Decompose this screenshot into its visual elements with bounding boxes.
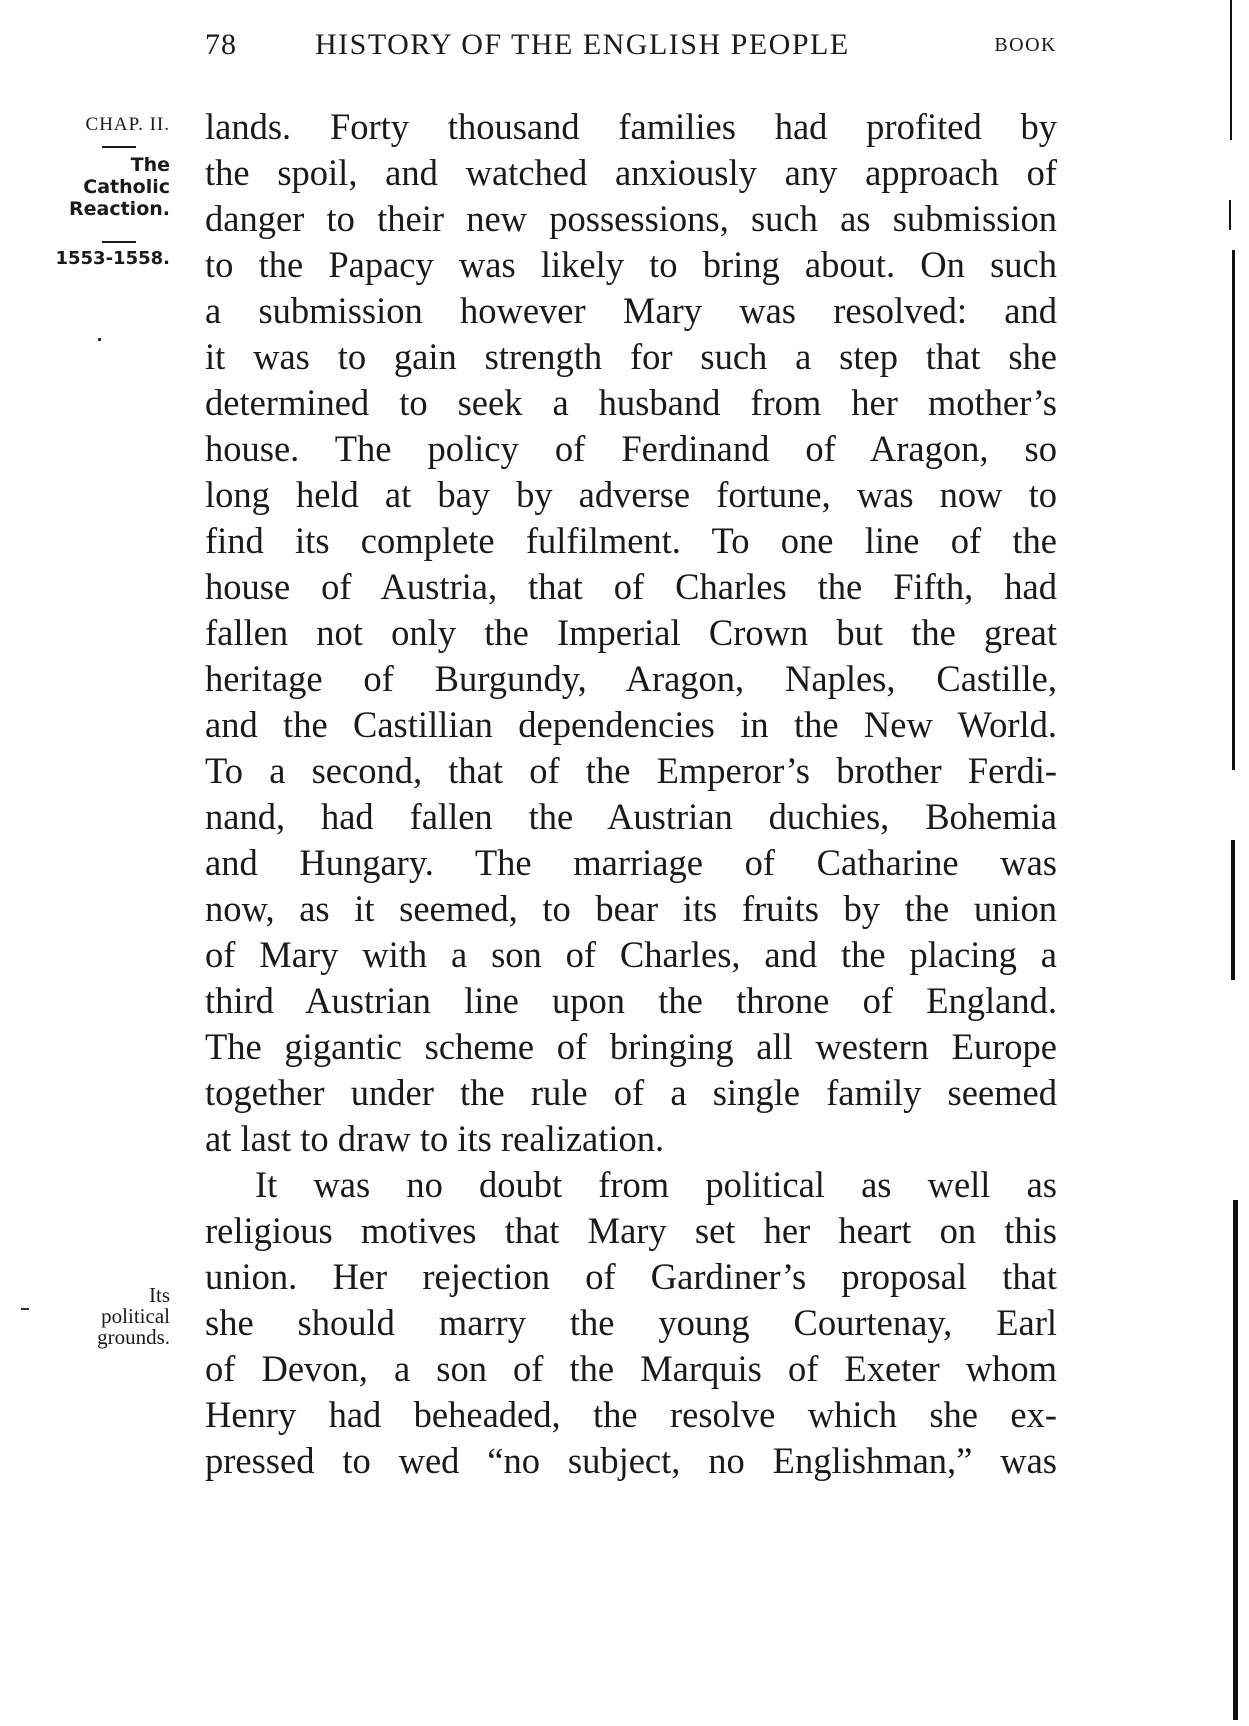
text-line: to the Papacy was likely to bring about. On such bbox=[205, 244, 1057, 285]
text-line: find its complete fulfilment. To one line of the bbox=[205, 520, 1057, 561]
page-number: 78 bbox=[205, 28, 237, 61]
date-range-note: 1553-1558. bbox=[55, 248, 170, 269]
text-line: lands. Forty thousand families had profited by bbox=[205, 106, 1057, 147]
running-title: HISTORY OF THE ENGLISH PEOPLE bbox=[315, 28, 850, 61]
text-line: union. Her rejection of Gardiner’s proposal that bbox=[205, 1256, 1057, 1297]
binding-edge-shadow bbox=[1229, 200, 1231, 230]
margin-notes bbox=[40, 100, 180, 1700]
paragraph-2 bbox=[205, 1162, 1057, 1484]
text-line: Henry had beheaded, the resolve which she ex- bbox=[205, 1394, 1057, 1435]
side-note-line: Its bbox=[149, 1283, 170, 1307]
text-line: she should marry the young Courtenay, Earl bbox=[205, 1302, 1057, 1343]
text-line: danger to their new possessions, such as submission bbox=[205, 198, 1057, 239]
text-line: third Austrian line upon the throne of England. bbox=[205, 980, 1057, 1021]
text-line: pressed to wed “no subject, no Englishman,” was bbox=[205, 1440, 1057, 1481]
text-line: determined to seek a husband from her mother’s bbox=[205, 382, 1057, 423]
text-line: fallen not only the Imperial Crown but the great bbox=[205, 612, 1057, 653]
binding-edge-shadow bbox=[1233, 1200, 1238, 1720]
text-line: heritage of Burgundy, Aragon, Naples, Castille, bbox=[205, 658, 1057, 699]
text-line: religious motives that Mary set her heart on this bbox=[205, 1210, 1057, 1251]
text-line: of Mary with a son of Charles, and the placing a bbox=[205, 934, 1057, 975]
text-line: now, as it seemed, to bear its fruits by the union bbox=[205, 888, 1057, 929]
text-line: nand, had fallen the Austrian duchies, Bohemia bbox=[205, 796, 1057, 837]
text-line: house. The policy of Ferdinand of Aragon, so bbox=[205, 428, 1057, 469]
margin-rule bbox=[102, 146, 136, 148]
chapter-label: CHAP. II. bbox=[85, 114, 170, 135]
margin-rule bbox=[102, 241, 136, 243]
text-line: and the Castillian dependencies in the New World. bbox=[205, 704, 1057, 745]
text-line: the spoil, and watched anxiously any approach of bbox=[205, 152, 1057, 193]
text-line: long held at bay by adverse fortune, was now to bbox=[205, 474, 1057, 515]
section-note-line: Catholic bbox=[83, 176, 170, 198]
running-head bbox=[205, 28, 1057, 68]
text-line: and Hungary. The marriage of Catharine was bbox=[205, 842, 1057, 883]
binding-edge-shadow bbox=[1232, 250, 1235, 770]
side-note-political-grounds bbox=[40, 1285, 170, 1348]
text-line: house of Austria, that of Charles the Fifth, had bbox=[205, 566, 1057, 607]
section-note-line: The bbox=[130, 154, 170, 176]
stray-ink-mark bbox=[21, 1308, 29, 1310]
paragraph-1 bbox=[205, 104, 1057, 1162]
body-text bbox=[205, 104, 1057, 1484]
binding-edge-shadow bbox=[1230, 0, 1232, 140]
text-line: together under the rule of a single family seemed bbox=[205, 1072, 1057, 1113]
stray-ink-mark bbox=[98, 338, 101, 341]
text-line: it was to gain strength for such a step that she bbox=[205, 336, 1057, 377]
text-line: To a second, that of the Emperor’s brother Ferdi- bbox=[205, 750, 1057, 791]
text-line: of Devon, a son of the Marquis of Exeter whom bbox=[205, 1348, 1057, 1389]
side-note-line: political bbox=[101, 1304, 170, 1328]
section-note bbox=[40, 154, 170, 220]
book-label: BOOK bbox=[994, 34, 1057, 56]
text-line: The gigantic scheme of bringing all western Europe bbox=[205, 1026, 1057, 1067]
text-line: a submission however Mary was resolved: and bbox=[205, 290, 1057, 331]
side-note-line: grounds. bbox=[97, 1325, 170, 1349]
section-note-line: Reaction. bbox=[69, 198, 170, 220]
text-line: It was no doubt from political as well as bbox=[255, 1164, 1057, 1205]
text-line: at last to draw to its realization. bbox=[205, 1118, 665, 1159]
binding-edge-shadow bbox=[1231, 840, 1235, 980]
